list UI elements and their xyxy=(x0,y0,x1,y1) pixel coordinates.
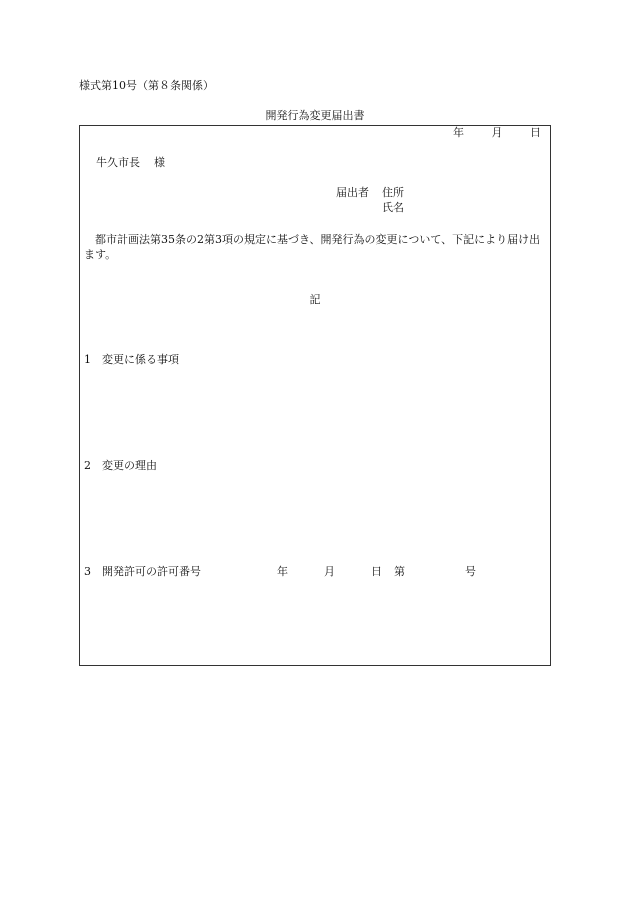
permit-year-label: 年 xyxy=(277,565,288,578)
addressee-name: 牛久市長 xyxy=(96,156,140,169)
item-number: 1 xyxy=(84,353,91,366)
ki-heading: 記 xyxy=(309,293,321,306)
permit-go-label: 号 xyxy=(465,565,476,578)
item-change-matters xyxy=(84,354,179,365)
form-box xyxy=(79,125,551,666)
date-day-label: 日 xyxy=(530,126,541,139)
addressee-honorific: 様 xyxy=(154,156,165,169)
item-label: 開発許可の許可番号 xyxy=(102,565,201,578)
permit-dai-label: 第 xyxy=(394,565,405,578)
statement-text: 都市計画法第35条の2第3項の規定に基づき、開発行為の変更について、下記により届け出ます。 xyxy=(84,233,541,261)
date-line xyxy=(453,127,541,138)
item-number: 2 xyxy=(84,459,91,472)
applicant-name-label: 氏名 xyxy=(382,201,404,214)
item-label: 変更に係る事項 xyxy=(102,353,179,366)
date-year-label: 年 xyxy=(453,126,464,139)
document-title: 開発行為変更届出書 xyxy=(265,109,365,122)
permit-day-label: 日 xyxy=(371,565,382,578)
addressee xyxy=(96,157,165,168)
date-month-label: 月 xyxy=(491,126,503,139)
applicant-label: 届出者 xyxy=(336,186,369,199)
permit-month-label: 月 xyxy=(324,565,335,578)
item-permit-number xyxy=(84,566,201,577)
item-change-reason xyxy=(84,460,157,471)
item-number: 3 xyxy=(84,565,91,578)
form-number: 様式第10号（第８条関係） xyxy=(79,79,214,92)
applicant-address-label: 住所 xyxy=(382,186,404,199)
item-label: 変更の理由 xyxy=(102,459,157,472)
